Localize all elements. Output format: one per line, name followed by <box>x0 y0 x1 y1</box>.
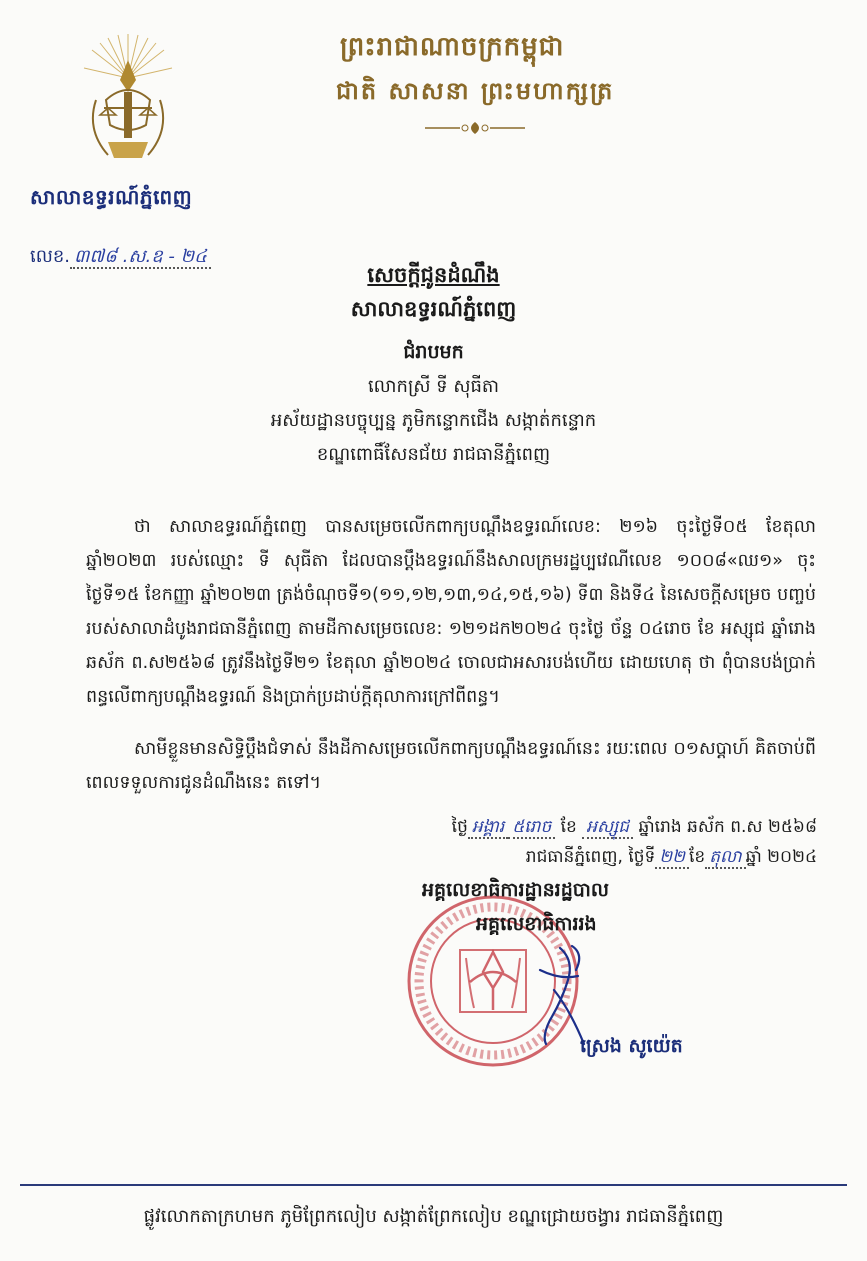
lunar-phase: ៥រោច <box>508 817 555 839</box>
signatory-name: ស្រេង សូយ៉េត <box>580 1035 683 1057</box>
reference-prefix: លេខ. <box>30 246 70 267</box>
date-place: រាជធានីភ្នំពេញ, ថ្ងៃទី <box>525 847 656 867</box>
recipient-address-line2: ខណ្ឌពោធិ៍សែនជ័យ រាជធានីភ្នំពេញ <box>316 444 551 465</box>
recipient-address-line1: អស័យដ្ឋានបច្ចុប្បន្ន ភូមិកន្ទោកជើង សង្កាត់កន្ទោក <box>270 410 597 431</box>
date-day: ២២ <box>655 847 689 869</box>
court-name-header: សាលាឧទ្ធរណ៍ភ្នំពេញ <box>30 185 193 209</box>
footer-address: ផ្លូវលោកតាក្រហមក ភូមិព្រែកលៀប សង្កាត់ព្រែកលៀប ខណ្ឌជ្រោយចង្វារ រាជធានីភ្នំពេញ <box>143 1206 724 1227</box>
ornament-divider-icon <box>425 120 525 136</box>
lunar-prefix: ថ្ងៃ <box>451 817 468 837</box>
lunar-year: ឆ្នាំរោង ឆស័ក ព.ស ២៥៦៨ <box>638 817 817 837</box>
date-month: តុលា <box>705 847 745 869</box>
signatory-title-1: អគ្គលេខាធិការដ្ឋានរដ្ឋបាល <box>422 879 609 901</box>
court-emblem-icon <box>78 30 178 170</box>
date-year: ឆ្នាំ ២០២៤ <box>745 847 817 867</box>
lunar-month: អស្សុជ <box>582 817 633 839</box>
kingdom-heading: ព្រះរាជាណាចក្រកម្ពុជា <box>340 32 565 62</box>
reference-value: ៣៧៨ .ស.ឧ - ២៤ <box>70 246 211 269</box>
solar-date-line <box>526 846 817 871</box>
body-paragraph-2: សាមីខ្លួនមានសិទ្ធិប្ដឹងជំទាស់ នឹងដីកាសម្រេចលើកពាក្យបណ្ដឹងឧទ្ធរណ៍នេះ រយៈពេល ០១សប្ដាហ៍ គិតចាប់ពី ពេលទទួលការជូនដំណឹងនេះ តទៅ។ <box>86 739 816 793</box>
lunar-month-label: ខែ <box>560 817 577 837</box>
issuer-title: សាលាឧទ្ធរណ៍ភ្នំពេញ <box>350 297 517 321</box>
footer-divider <box>20 1184 847 1186</box>
body-paragraph-1: ថា សាលាឧទ្ធរណ៍ភ្នំពេញ បានសម្រេចលើកពាក្យបណ្ដឹងឧទ្ធរណ៍លេខ: ២១៦ ចុះថ្ងៃទី០៥ ខែតុលា ឆ្នាំ២០២៣ របស់ឈ្មោះ ទី សុធីតា ដែលបានប្ដឹងឧទ្ធរណ៍នឹងសាលក្រមរដ្ឋប្បវេណីលេខ ១០០៨«ឈ១» ចុះថ្ងៃទី១៥ ខែកញ្ញា ឆ្នាំ២០២៣ ត្រង់ចំណុចទី១(១១,១២,១៣,១៤,១៥,១៦) ទី៣ និងទី៤ នៃសេចក្ដីសម្រេច បញ្ចប់ របស់សាលាដំបូងរាជធានីភ្នំពេញ តាមដីកាសម្រេចលេខ: ១២១ដក២០២៤ ចុះថ្ងៃ ច័ន្ទ ០៤រោច ខែ អស្សុជ ឆ្នាំរោង ឆស័ក ព.ស២៥៦៨ ត្រូវនឹងថ្ងៃទី២១ ខែតុលា ឆ្នាំ២០២៤ ចោលជាអសារបង់ហើយ ដោយហេតុ ថា ពុំបានបង់ប្រាក់ពន្ធលើពាក្យបណ្ដឹងឧទ្ធរណ៍ និងប្រាក់ប្រដាប់ក្ដីតុលាការក្រៅពីពន្ធ។ <box>86 517 816 707</box>
lunar-date-line <box>452 816 817 841</box>
signatory-title-2: អគ្គលេខាធិការរង <box>476 913 597 935</box>
notice-title: សេចក្ដីជូនដំណឹង <box>367 263 500 287</box>
date-month-label: ខែ <box>689 847 706 867</box>
salutation: ជំរាបមក <box>403 341 464 363</box>
recipient-name: លោកស្រី ទី សុធីតា <box>367 376 500 397</box>
lunar-day: អង្គារ <box>468 817 508 839</box>
national-motto: ជាតិ សាសនា ព្រះមហាក្សត្រ <box>336 77 615 105</box>
